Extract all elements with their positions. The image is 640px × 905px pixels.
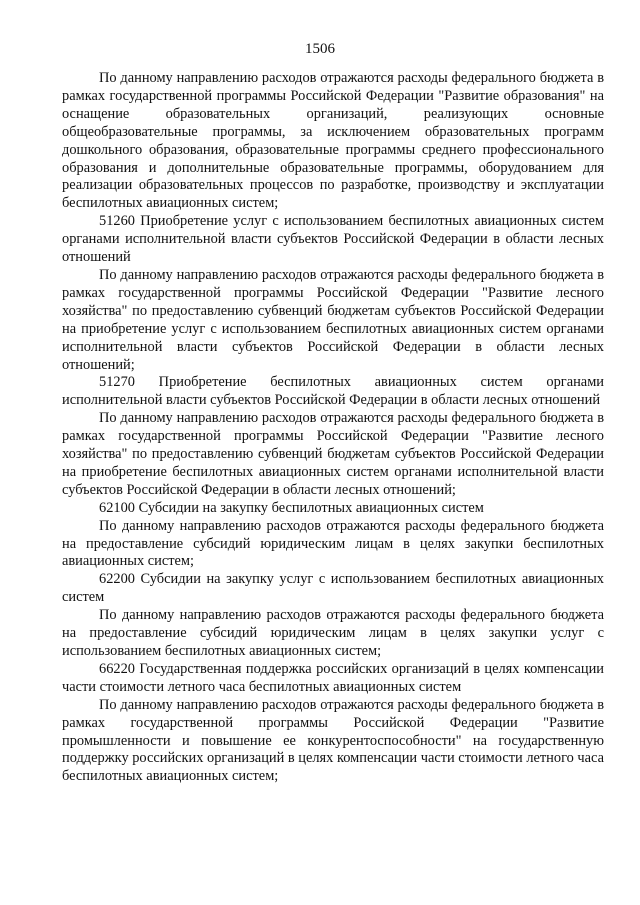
paragraph-code-51260-description: По данному направлению расходов отражаются расходы федерального бюджета в рамках государственной программы Российской Федерации "Развитие лесного хозяйства" по предоставлению субвенций бюджетам субъектов Российской Федерации на приобретение услуг с использованием беспилотных авиационных систем органами исполнительной власти субъектов Российской Федерации в области лесных отношений; (62, 266, 604, 373)
document-body (62, 70, 604, 786)
paragraph-code-62200-description: По данному направлению расходов отражаются расходы федерального бюджета на предоставление субсидий юридическим лицам в целях закупки услуг с использованием беспилотных авиационных систем; (62, 607, 604, 659)
paragraph-education-description: По данному направлению расходов отражаются расходы федерального бюджета в рамках государственной программы Российской Федерации "Развитие образования" на оснащение образовательных организаций, реализующих основные общеобразовательные программы, за исключением образовательных программ дошкольного образования, образовательные программы среднего профессионального образования и дополнительные образовательные программы, оборудованием для реализации образовательных процессов по разработке, производству и эксплуатации беспилотных авиационных систем; (62, 70, 604, 212)
paragraph-code-66220-description: По данному направлению расходов отражаются расходы федерального бюджета в рамках государственной программы Российской Федерации "Развитие промышленности и повышение ее конкурентоспособности" на государственную поддержку российских организаций в целях компенсации части стоимости летного часа беспилотных авиационных систем; (62, 696, 604, 785)
paragraph-code-62100-description: По данному направлению расходов отражаются расходы федерального бюджета на предоставление субсидий юридическим лицам в целях закупки беспилотных авиационных систем; (62, 517, 604, 570)
paragraph-code-51270-heading: 51270 Приобретение беспилотных авиационных систем органами исполнительной власти субъектов Российской Федерации в области лесных отношений (62, 374, 604, 409)
paragraph-code-62100-heading: 62100 Субсидии на закупку беспилотных авиационных систем (99, 499, 484, 516)
paragraph-code-62200-heading: 62200 Субсидии на закупку услуг с использованием беспилотных авиационных систем (62, 571, 604, 606)
page-number: 1506 (305, 41, 335, 57)
paragraph-code-66220-heading: 66220 Государственная поддержка российских организаций в целях компенсации части стоимости летного часа беспилотных авиационных систем (62, 660, 604, 695)
paragraph-code-51270-description: По данному направлению расходов отражаются расходы федерального бюджета в рамках государственной программы Российской Федерации "Развитие лесного хозяйства" по предоставлению субвенций бюджетам субъектов Российской Федерации на приобретение беспилотных авиационных систем органами исполнительной власти субъектов Российской Федерации в области лесных отношений; (62, 410, 604, 498)
paragraph-code-51260-heading: 51260 Приобретение услуг с использованием беспилотных авиационных систем органами исполнительной власти субъектов Российской Федерации в области лесных отношений (62, 213, 604, 266)
